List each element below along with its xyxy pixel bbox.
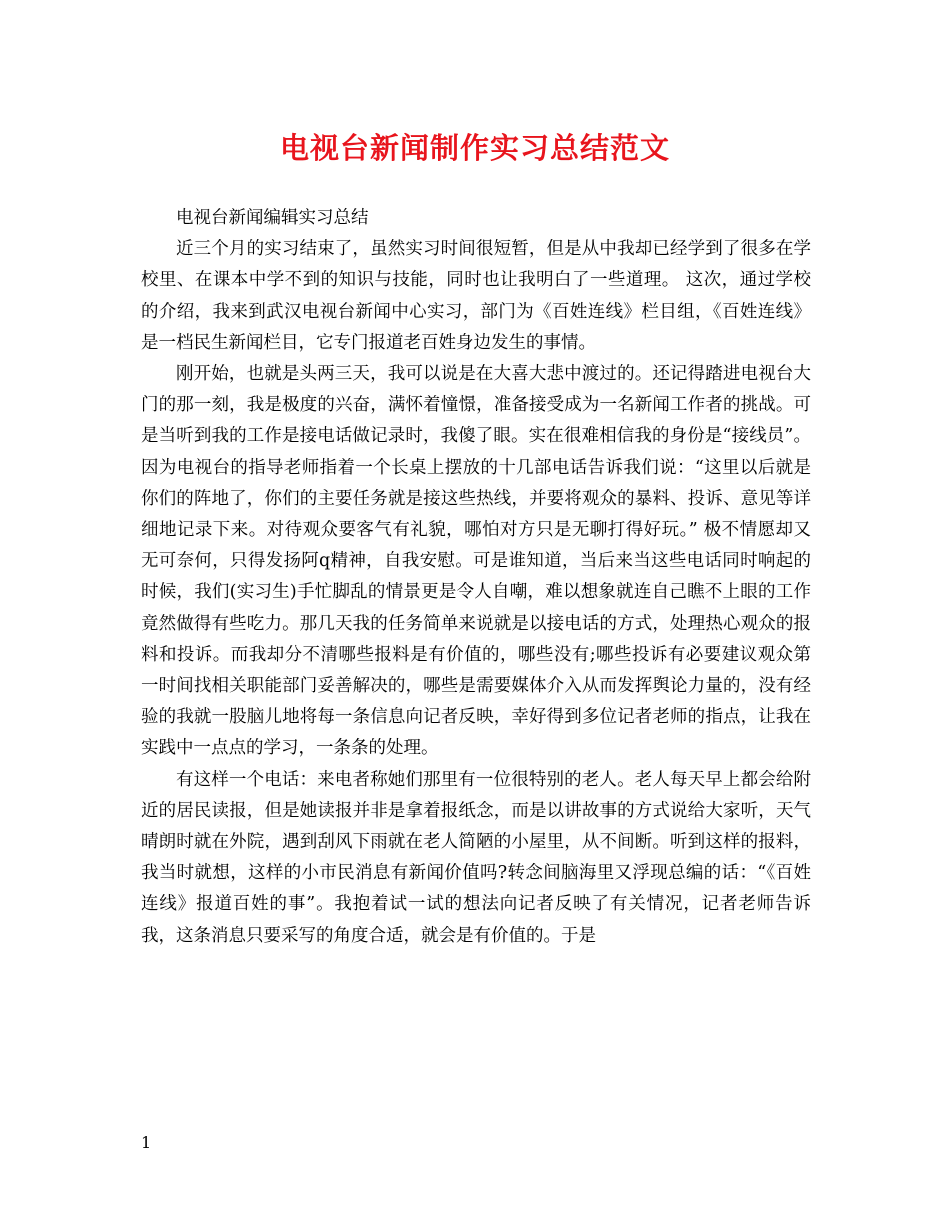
body-paragraph-1: 近三个月的实习结束了，虽然实习时间很短暂，但是从中我却已经学到了很多在学校里、在课本中学不到的知识与技能，同时也让我明白了一些道理。 这次，通过学校的介绍，我来到武汉电视台新闻中心实习，部门为《百姓连线》栏目组，《百姓连线》是一档民生新闻栏目，它专门报道老百姓身边发生的事情。 xyxy=(141,239,811,353)
body-paragraph-3: 有这样一个电话：来电者称她们那里有一位很特别的老人。老人每天早上都会给附近的居民读报，但是她读报并非是拿着报纸念，而是以讲故事的方式说给大家听，天气晴朗时就在外院，遇到刮风下雨就在老人简陋的小屋里，从不间断。听到这样的报料，我当时就想，这样的小市民消息有新闻价值吗?转念间脑海里又浮现总编的话：“《百姓连线》报道百姓的事”。我抱着试一试的想法向记者反映了有关情况，记者老师告诉我，这条消息只要采写的角度合适，就会是有价值的。于是 xyxy=(141,769,811,946)
document-body xyxy=(141,203,811,952)
document-title: 电视台新闻制作实习总结范文 xyxy=(279,131,670,165)
subtitle-paragraph: 电视台新闻编辑实习总结 xyxy=(176,208,369,228)
body-paragraph-2: 刚开始，也就是头两三天，我可以说是在大喜大悲中渡过的。还记得踏进电视台大门的那一刻，我是极度的兴奋，满怀着憧憬，准备接受成为一名新闻工作者的挑战。可是当听到我的工作是接电话做记录时，我傻了眼。实在很难相信我的身份是“接线员”。因为电视台的指导老师指着一个长桌上摆放的十几部电话告诉我们说：“这里以后就是你们的阵地了，你们的主要任务就是接这些热线，并要将观众的暴料、投诉、意见等详细地记录下来。对待观众要客气有礼貌，哪怕对方只是无聊打得好玩。” 极不情愿却又无可奈何，只得发扬阿q精神，自我安慰。可是谁知道，当后来当这些电话同时响起的时候，我们(实习生)手忙脚乱的情景更是令人自嘲，难以想象就连自己瞧不上眼的工作竟然做得有些吃力。那几天我的任务简单来说就是以接电话的方式，处理热心观众的报料和投诉。而我却分不清哪些报料是有价值的，哪些没有;哪些投诉有必要建议观众第一时间找相关职能部门妥善解决的，哪些是需要媒体介入从而发挥舆论力量的，没有经验的我就一股脑儿地将每一条信息向记者反映，幸好得到多位记者老师的指点，让我在实践中一点点的学习，一条条的处理。 xyxy=(141,364,811,759)
page-number: 1 xyxy=(141,1133,152,1152)
